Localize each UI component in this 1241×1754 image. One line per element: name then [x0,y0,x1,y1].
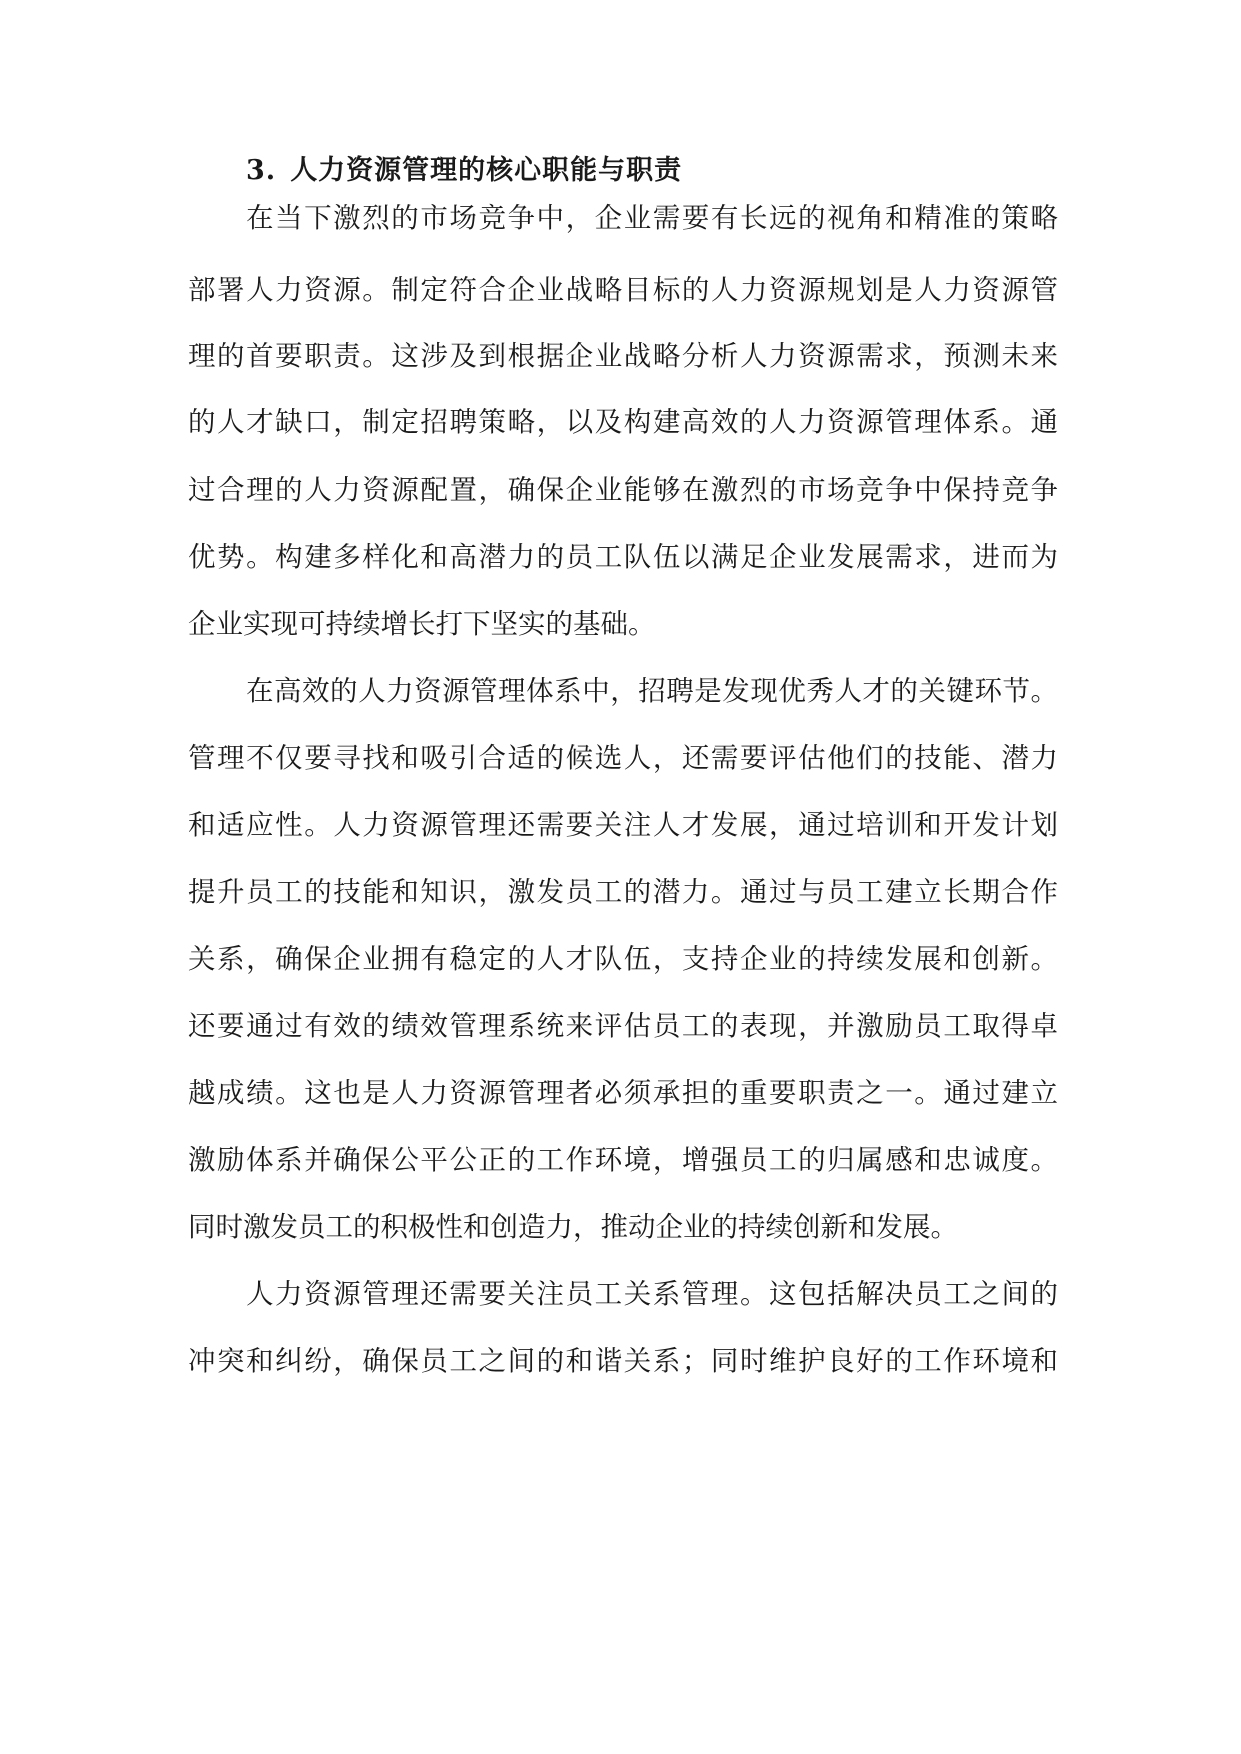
paragraph-line: 优势。构建多样化和高潜力的员工队伍以满足企业发展需求，进而为 [188,541,1058,573]
paragraph-line: 和适应性。人力资源管理还需要关注人才发展，通过培训和开发计划 [188,809,1058,841]
paragraph-line: 还要通过有效的绩效管理系统来评估员工的表现，并激励员工取得卓 [188,1010,1058,1042]
paragraph-line: 过合理的人力资源配置，确保企业能够在激烈的市场竞争中保持竞争 [188,474,1058,506]
section-title: 人力资源管理的核心职能与职责 [290,155,683,186]
paragraph-line: 理的首要职责。这涉及到根据企业战略分析人力资源需求，预测未来 [188,340,1058,372]
section-heading [246,148,682,187]
paragraph-line: 在当下激烈的市场竞争中，企业需要有长远的视角和精准的策略 [246,202,1058,234]
paragraph-line: 提升员工的技能和知识，激发员工的潜力。通过与员工建立长期合作 [188,876,1058,908]
paragraph-line: 管理不仅要寻找和吸引合适的候选人，还需要评估他们的技能、潜力 [188,742,1058,774]
paragraph-line: 人力资源管理还需要关注员工关系管理。这包括解决员工之间的 [246,1278,1058,1310]
paragraph-line: 关系，确保企业拥有稳定的人才队伍，支持企业的持续发展和创新。 [188,943,1058,975]
paragraph-line: 冲突和纠纷，确保员工之间的和谐关系；同时维护良好的工作环境和 [188,1345,1058,1377]
paragraph-line: 在高效的人力资源管理体系中，招聘是发现优秀人才的关键环节。 [246,675,1058,707]
section-number: 3. [246,155,277,186]
paragraph-line: 越成绩。这也是人力资源管理者必须承担的重要职责之一。通过建立 [188,1077,1058,1109]
paragraph-line: 的人才缺口，制定招聘策略，以及构建高效的人力资源管理体系。通 [188,406,1058,438]
paragraph-line: 企业实现可持续增长打下坚实的基础。 [188,608,656,640]
paragraph-line: 激励体系并确保公平公正的工作环境，增强员工的归属感和忠诚度。 [188,1144,1058,1176]
paragraph-line: 部署人力资源。制定符合企业战略目标的人力资源规划是人力资源管 [188,274,1058,306]
paragraph-line: 同时激发员工的积极性和创造力，推动企业的持续创新和发展。 [188,1211,958,1243]
